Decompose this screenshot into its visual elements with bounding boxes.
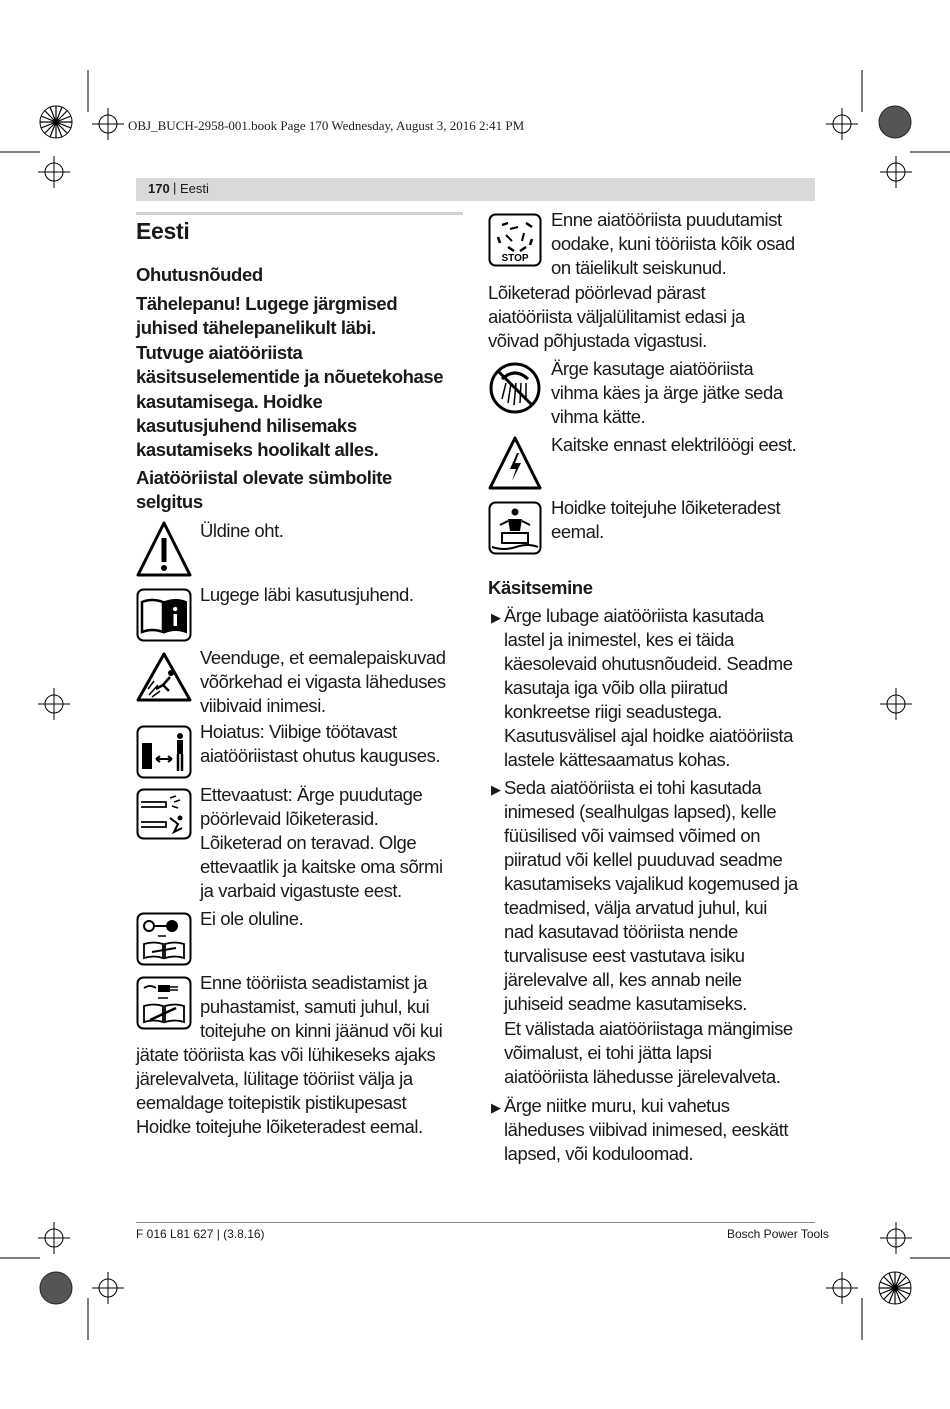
bullet-marker: ▶ xyxy=(491,1100,501,1115)
read-manual-icon xyxy=(136,588,192,642)
crosshair-right-mid xyxy=(880,688,912,720)
bullet-text: teadmised, välja arvatud juhul, kui xyxy=(504,897,767,918)
unplug-manual-icon xyxy=(136,976,192,1030)
symbol-text: jätate tööriista kas või lühikeseks ajaks xyxy=(136,1044,436,1065)
symbol-text: Lõiketerad pöörlevad pärast xyxy=(488,282,706,303)
symbol-text: Ei ole oluline. xyxy=(200,908,304,929)
bullet-text: juhiseid seadme kasutamiseks. xyxy=(504,993,747,1014)
bullet-text: aiatööriista lähedusse järelevalveta. xyxy=(504,1066,781,1087)
page-number: 170 xyxy=(148,181,170,196)
symbol-text: toitejuhe on kinni jäänud või kui xyxy=(200,1020,443,1041)
bullet-text: konkreetse riigi seadustega. xyxy=(504,701,722,722)
general-danger-icon xyxy=(136,520,192,578)
symbol-text: Hoidke toitejuhe lõiketeradest eemal. xyxy=(136,1116,423,1137)
bullet-text: võimalust, ei tohi jätta lapsi xyxy=(504,1042,712,1063)
warning-line: Tähelepanu! Lugege järgmised xyxy=(136,293,398,314)
symbol-text: Hoidke toitejuhe lõiketeradest xyxy=(551,497,781,518)
crosshair-top-right xyxy=(826,108,858,140)
bullet-text: piiratud või kellel puuduvad seadme xyxy=(504,849,783,870)
symbol-text: vihma käes ja ärge jätke seda xyxy=(551,382,783,403)
bullet-text: järelevalve all, kes annab neile xyxy=(504,969,742,990)
bullet-text: füüsilised või vaimsed võimed on xyxy=(504,825,761,846)
gray-circle-bottom-left xyxy=(40,1272,72,1304)
crosshair-right-bottom xyxy=(880,1222,912,1254)
header-separator: | xyxy=(173,180,177,195)
crosshair-left-mid xyxy=(38,688,70,720)
bullet-marker: ▶ xyxy=(491,610,501,625)
symbol-text: võivad põhjustada vigastusi. xyxy=(488,330,707,351)
symbol-text: Üldine oht. xyxy=(200,520,284,541)
bullet-text: läheduses viibivad inimesed, eeskätt xyxy=(504,1119,789,1140)
crosshair-left-top xyxy=(38,156,70,188)
header-language: Eesti xyxy=(180,181,209,196)
symbol-text: järelevalveta, lülitage tööriist välja ja xyxy=(136,1068,413,1089)
column-rule xyxy=(136,212,463,215)
symbol-text: ja varbaid vigastuste eest. xyxy=(200,880,402,901)
bullet-text: turvalisuse eest vastutava isiku xyxy=(504,945,745,966)
safe-distance-icon xyxy=(136,725,192,779)
symbol-text: puhastamist, samuti juhul, kui xyxy=(200,996,430,1017)
symbol-text: Hoiatus: Viibige töötavast xyxy=(200,721,397,742)
crosshair-left-bottom xyxy=(38,1222,70,1254)
stop-wait-icon xyxy=(488,213,542,267)
symbol-text: viibivaid inimesi. xyxy=(200,695,326,716)
warning-line: juhised tähelepanelikult läbi. xyxy=(136,317,376,338)
svg-text:STOP: STOP xyxy=(501,253,529,264)
symbol-text: Veenduge, et eemalepaiskuvad xyxy=(200,647,446,668)
symbol-text: pöörlevaid lõiketerasid. xyxy=(200,808,379,829)
symbol-text: oodake, kuni tööriista kõik osad xyxy=(551,233,795,254)
bullet-text: inimesed (sealhulgas lapsed), kelle xyxy=(504,801,777,822)
symbols-heading: selgitus xyxy=(136,491,203,512)
operation-heading: Käsitsemine xyxy=(488,577,593,598)
symbol-text: aiatööriistast ohutus kauguses. xyxy=(200,745,441,766)
symbol-text: Ettevaatust: Ärge puudutage xyxy=(200,784,423,805)
bullet-text: kasutamiseks vajalikud kogemused ja xyxy=(504,873,798,894)
bullet-text: lastel ja inimestel, kes ei täida xyxy=(504,629,734,650)
crosshair-right-top xyxy=(880,156,912,188)
safety-heading: Ohutusnõuded xyxy=(136,264,263,285)
bullet-text: Et välistada aiatööriistaga mängimise xyxy=(504,1018,793,1039)
bullet-text: käesolevaid ohutusnõudeid. Seadme xyxy=(504,653,793,674)
sunburst-bottom-right xyxy=(879,1272,911,1304)
symbol-text: Enne tööriista seadistamist ja xyxy=(200,972,428,993)
bullet-text: lapsed, või koduloomad. xyxy=(504,1143,694,1164)
bullet-text: Seda aiatööriista ei tohi kasutada xyxy=(504,777,762,798)
footer-brand: Bosch Power Tools xyxy=(727,1227,829,1241)
crosshair-bottom-right xyxy=(826,1272,858,1304)
cable-away-icon xyxy=(488,501,542,555)
crosshair-top-left xyxy=(92,108,124,140)
bullet-text: Kasutusvälisel ajal hoidke aiatööriista xyxy=(504,725,793,746)
bullet-marker: ▶ xyxy=(491,782,501,797)
symbol-text: võõrkehad ei vigasta läheduses xyxy=(200,671,446,692)
electric-shock-icon xyxy=(488,435,542,491)
symbol-text: Enne aiatööriista puudutamist xyxy=(551,209,782,230)
sunburst-top-left xyxy=(40,106,72,138)
symbol-text: Lõiketerad on teravad. Olge xyxy=(200,832,417,853)
symbol-text: Kaitske ennast elektrilöögi eest. xyxy=(551,434,797,455)
page-title: Eesti xyxy=(136,218,190,244)
gray-circle-top-right xyxy=(879,106,911,138)
symbol-text: on täielikult seiskunud. xyxy=(551,257,727,278)
symbol-text: Lugege läbi kasutusjuhend. xyxy=(200,584,414,605)
warning-line: kasutamiseks hoolikalt alles. xyxy=(136,439,379,460)
slug-line: OBJ_BUCH-2958-001.book Page 170 Wednesday, August 3, 2016 2:41 PM xyxy=(128,118,525,133)
page-header-bar xyxy=(136,178,815,201)
symbols-heading: Aiatööriistal olevate sümbolite xyxy=(136,467,392,488)
bullet-text: nad kasutavad tööriista nende xyxy=(504,921,738,942)
symbol-text: eemaldage toitepistik pistikupesast xyxy=(136,1092,407,1113)
warning-line: Tutvuge aiatööriista xyxy=(136,342,303,363)
symbol-text: vihma kätte. xyxy=(551,406,646,427)
bullet-text: kasutaja iga võib olla piiratud xyxy=(504,677,728,698)
bullet-text: Ärge niitke muru, kui vahetus xyxy=(504,1095,730,1116)
warning-line: kasutusjuhend hilisemaks xyxy=(136,415,357,436)
symbol-text: ettevaatlik ja kaitske oma sõrmi xyxy=(200,856,443,877)
sharp-blades-icon xyxy=(136,788,192,840)
warning-line: käsitsuselementide ja nõuetekohase xyxy=(136,366,444,387)
footer-doc-code: F 016 L81 627 | (3.8.16) xyxy=(136,1227,265,1241)
no-rain-icon xyxy=(488,361,542,415)
warning-line: kasutamisega. Hoidke xyxy=(136,391,323,412)
bullet-text: lastele kättesaamatus kohas. xyxy=(504,749,730,770)
symbol-text: Ärge kasutage aiatööriista xyxy=(551,358,754,379)
key-manual-icon xyxy=(136,912,192,966)
thrown-objects-icon xyxy=(136,651,192,703)
footer-rule xyxy=(136,1222,815,1223)
bullet-text: Ärge lubage aiatööriista kasutada xyxy=(504,605,764,626)
crosshair-bottom-left xyxy=(92,1272,124,1304)
symbol-text: eemal. xyxy=(551,521,604,542)
symbol-text: aiatööriista väljalülitamist edasi ja xyxy=(488,306,745,327)
